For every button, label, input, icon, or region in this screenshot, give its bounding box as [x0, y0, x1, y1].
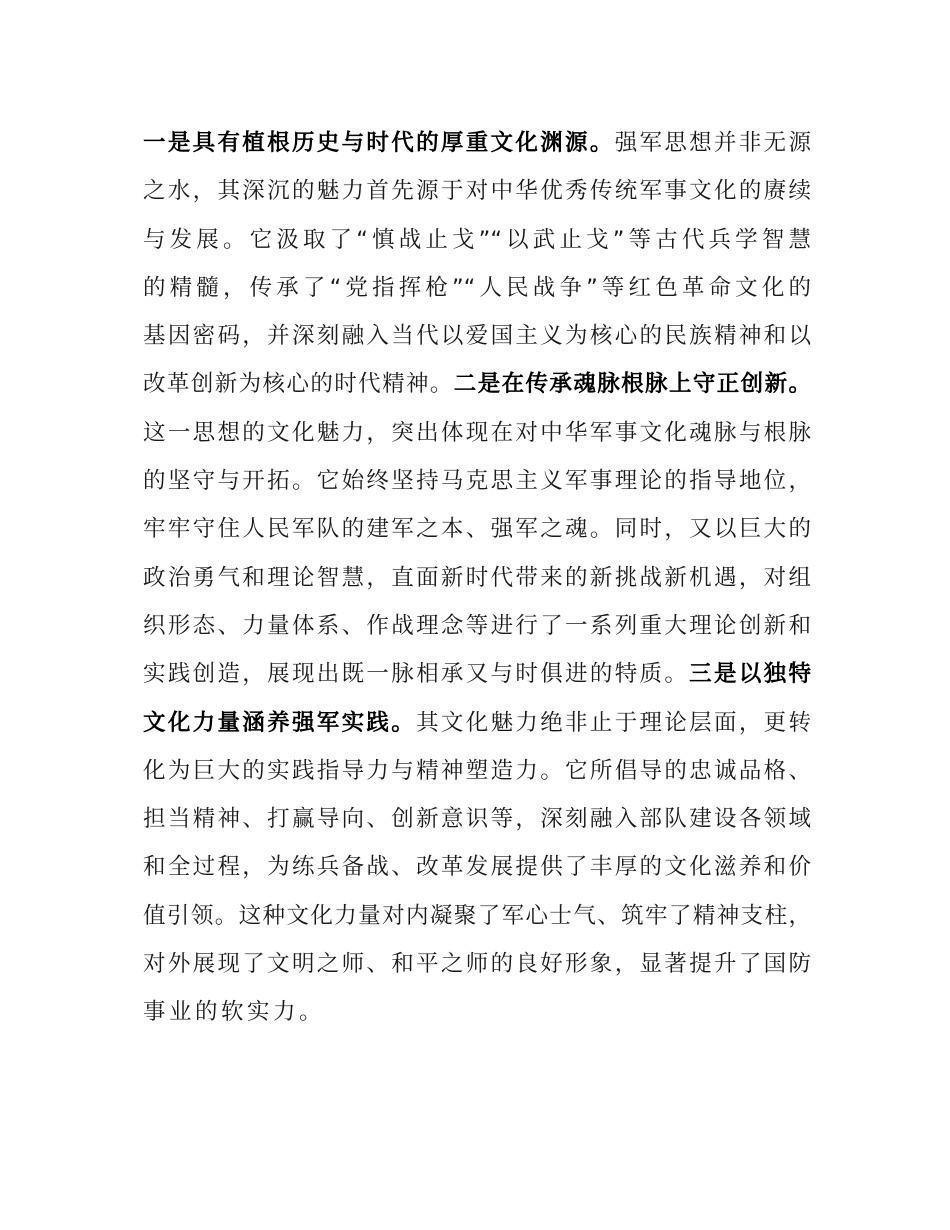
document-page — [143, 119, 811, 1037]
body-text: 值引领。这种文化力量对内凝聚了军心士气、筑牢了精神支柱， — [143, 902, 811, 929]
body-text: 的坚守与开拓。它始终坚持马克思主义军事理论的指导地位， — [143, 468, 811, 495]
text-line — [143, 505, 811, 553]
text-line — [143, 554, 811, 602]
body-text: 的精髓，传承了“党指挥枪”“人民战争”等红色革命文化的 — [143, 274, 811, 301]
body-text: 这一思想的文化魅力，突出体现在对中华军事文化魂脉与根脉 — [143, 419, 811, 446]
text-line — [143, 602, 811, 650]
bold-heading-text: 三是以独特 — [689, 661, 811, 688]
text-line — [143, 988, 811, 1036]
body-text: 织形态、力量体系、作战理念等进行了一系列重大理论创新和 — [143, 612, 811, 639]
bold-heading-text: 文化力量涵养强军实践。 — [143, 709, 417, 736]
body-text: 基因密码，并深刻融入当代以爱国主义为核心的民族精神和以 — [143, 323, 811, 350]
body-text: 牢牢守住人民军队的建军之本、强军之魂。同时，又以巨大的 — [143, 516, 811, 543]
text-line — [143, 360, 811, 408]
text-line — [143, 795, 811, 843]
text-line — [143, 264, 811, 312]
body-text: 事业的软实力。 — [143, 999, 326, 1026]
body-text: 之水，其深沉的魅力首先源于对中华优秀传统军事文化的赓续 — [143, 178, 811, 205]
text-line — [143, 216, 811, 264]
body-text: 政治勇气和理论智慧，直面新时代带来的新挑战新机遇，对组 — [143, 564, 811, 591]
body-text: 改革创新为核心的时代精神。 — [143, 371, 454, 398]
body-text: 化为巨大的实践指导力与精神塑造力。它所倡导的忠诚品格、 — [143, 757, 811, 784]
text-line — [143, 312, 811, 360]
text-line — [143, 747, 811, 795]
text-line — [143, 119, 811, 167]
text-line — [143, 892, 811, 940]
body-text: 其文化魅力绝非止于理论层面，更转 — [416, 709, 811, 736]
text-line — [143, 843, 811, 891]
body-text: 强军思想并非无源 — [614, 130, 811, 156]
text-line — [143, 167, 811, 215]
text-line — [143, 650, 811, 698]
body-text: 与发展。它汲取了“慎战止戈”“以武止戈”等古代兵学智慧 — [143, 226, 811, 253]
body-text: 对外展现了文明之师、和平之师的良好形象，显著提升了国防 — [143, 951, 811, 978]
text-line — [143, 940, 811, 988]
bold-heading-text: 一是具有植根历史与时代的厚重文化渊源。 — [143, 130, 615, 156]
bold-heading-text: 二是在传承魂脉根脉上守正创新。 — [453, 371, 811, 398]
body-text: 担当精神、打赢导向、创新意识等，深刻融入部队建设各领域 — [143, 806, 811, 833]
text-line — [143, 699, 811, 747]
body-text: 实践创造，展现出既一脉相承又与时俱进的特质。 — [143, 661, 690, 688]
text-line — [143, 457, 811, 505]
text-line — [143, 409, 811, 457]
body-text: 和全过程，为练兵备战、改革发展提供了丰厚的文化滋养和价 — [143, 854, 811, 881]
